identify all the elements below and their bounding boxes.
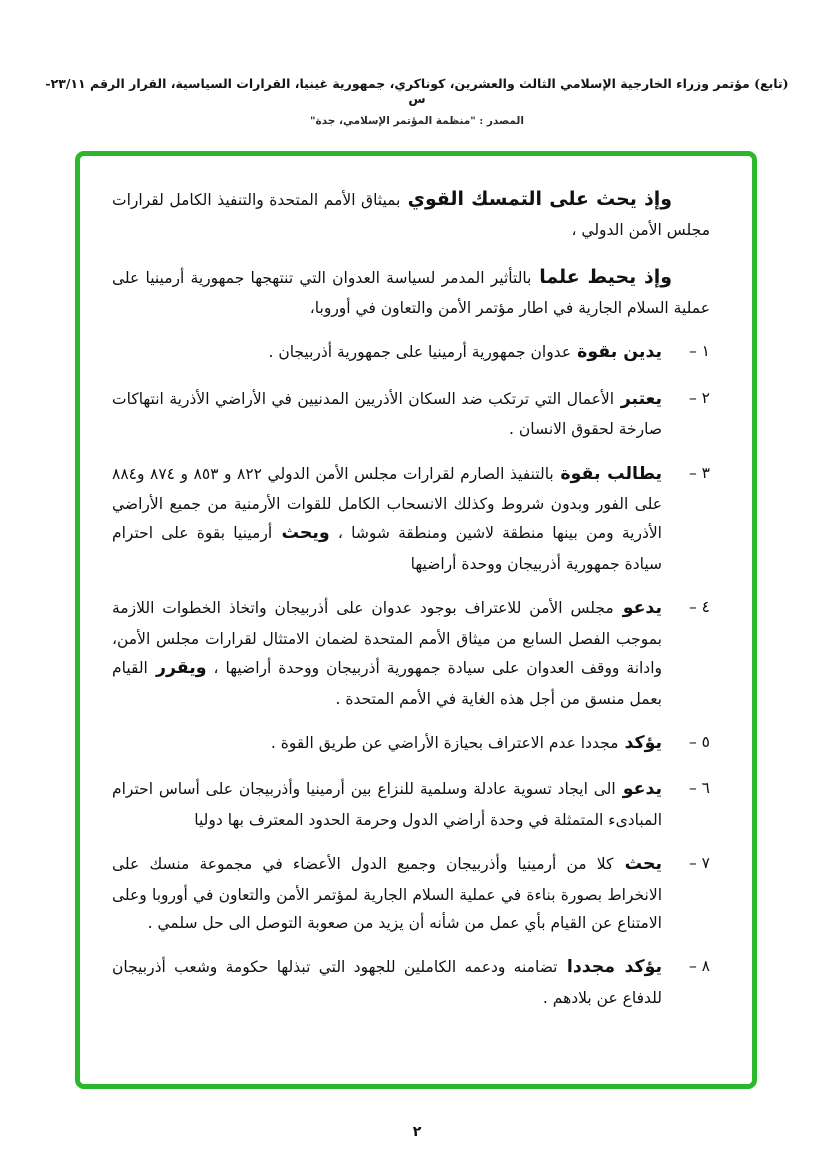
bold-lead: وإذ يحث على التمسك القوي bbox=[400, 188, 673, 210]
bold-lead: يدعو bbox=[613, 598, 662, 619]
bold-lead: يؤكد bbox=[618, 732, 662, 753]
text-segment: الأعمال التي ترتكب ضد السكان الأذريين المدنيين في الأراضي الأذرية انتهاكات صارخة لحقوق الانسان . bbox=[112, 389, 662, 439]
text-segment: أرمينيا بقوة على احترام سيادة جمهورية أذربيجان ووحدة أراضيها bbox=[112, 524, 662, 573]
item-number: ٨ – bbox=[688, 957, 710, 976]
block-text bbox=[112, 952, 662, 1012]
bold-lead: ويحث bbox=[272, 523, 330, 544]
text-segment: تضامنه ودعمه الكاملين للجهود التي تبذلها حكومة وشعب أذربيجان للدفاع عن بلادهم . bbox=[112, 958, 662, 1007]
resolution-item bbox=[112, 952, 710, 1012]
text-segment: القيام بعمل منسق من أجل هذه الغاية في الأمم المتحدة . bbox=[112, 659, 662, 708]
text-segment: بميثاق الأمم المتحدة والتنفيذ الكامل لقرارات مجلس الأمن الدولي ، bbox=[112, 191, 710, 240]
page-header bbox=[40, 76, 794, 127]
item-number: ٤ – bbox=[688, 598, 710, 617]
text-segment: عدوان جمهورية أرمينيا على جمهورية أذربيجان . bbox=[268, 343, 572, 362]
resolution-item bbox=[112, 593, 710, 713]
bold-lead: يدعو bbox=[615, 779, 662, 800]
block-text bbox=[112, 384, 662, 444]
item-number: ٢ – bbox=[688, 388, 710, 407]
document-content bbox=[112, 182, 710, 1076]
bold-lead: يدين بقوة bbox=[571, 342, 662, 363]
resolution-item bbox=[112, 384, 710, 444]
text-segment: كلا من أرمينيا وأذربيجان وجميع الدول الأعضاء في مجموعة منسك على الانخراط بصورة بناءة في عملية السلام الجارية لمؤتمر الأمن والتعاون في أوروبا وعلى الامتناع عن القيام بأي عمل من شأنه أن يزيد من صعوبة التوصل الى حل سلمي . bbox=[112, 855, 662, 932]
bold-lead: يعتبر bbox=[614, 388, 662, 409]
block-text bbox=[112, 182, 710, 245]
text-segment: بالتأثير المدمر لسياسة العدوان التي تنتهجها جمهورية أرمينيا على عملية السلام الجارية في اطار مؤتمر الأمن والتعاون في أوروبا، bbox=[112, 268, 710, 318]
text-segment: الى ايجاد تسوية عادلة وسلمية للنزاع بين أرمينيا وأذربيجان على أساس احترام المبادىء المتمثلة في وحدة أراضي الدول وحرمة الحدود المعترف بها دوليا bbox=[112, 780, 662, 829]
preamble-paragraph bbox=[112, 182, 710, 245]
item-number: ٥ – bbox=[688, 732, 710, 751]
item-number: ٦ – bbox=[688, 779, 710, 798]
page-number: ٢ bbox=[412, 1124, 422, 1140]
text-segment: مجددا عدم الاعتراف بحيازة الأراضي عن طريق القوة . bbox=[270, 733, 619, 752]
block-text bbox=[112, 337, 662, 369]
resolution-item bbox=[112, 337, 710, 369]
block-text bbox=[112, 728, 662, 760]
resolution-item bbox=[112, 774, 710, 834]
resolution-item bbox=[112, 728, 710, 760]
preamble-paragraph bbox=[112, 260, 710, 323]
item-number: ٧ – bbox=[688, 854, 710, 873]
text-segment: بالتنفيذ الصارم لقرارات مجلس الأمن الدولي ٨٢٢ و ٨٥٣ و ٨٧٤ و٨٨٤ على الفور وبدون شروط وكذلك الانسحاب الكامل للقوات الأرمنية من جميع الأراضي الأذرية ومن بينها منطقة لاشين ومنطقة شوشا ، bbox=[112, 464, 662, 543]
block-text bbox=[112, 593, 662, 713]
resolution-item bbox=[112, 849, 710, 937]
block-text bbox=[112, 849, 662, 937]
item-number: ١ – bbox=[688, 342, 710, 361]
bold-lead: يؤكد مجددا bbox=[557, 957, 662, 978]
bold-lead: وإذ يحيط علما bbox=[531, 265, 672, 288]
text-segment: مجلس الأمن للاعتراف بوجود عدوان على أذربيجان واتخاذ الخطوات اللازمة بموجب الفصل السابع من ميثاق الأمم المتحدة لضمان الامتثال لقرارات مجلس الأمن، وادانة ووقف العدوان على سيادة جمهورية أذربيجان ووحدة أراضيها ، bbox=[112, 599, 663, 677]
block-text bbox=[112, 260, 710, 323]
document-source: المصدر : "منظمة المؤتمر الإسلامي، جدة" bbox=[310, 115, 524, 127]
document-reference: (تابع) مؤتمر وزراء الخارجية الإسلامي الثالث والعشرين، كوناكري، جمهورية غينيا، القرارات السياسية، القرار الرقم ٢٣/١١-س bbox=[45, 76, 789, 106]
block-text bbox=[112, 774, 662, 834]
item-number: ٣ – bbox=[688, 463, 710, 482]
bold-lead: يطالب بقوة bbox=[553, 463, 662, 484]
block-text bbox=[112, 459, 662, 579]
bold-lead: ويقرر bbox=[147, 658, 207, 678]
document-border-box bbox=[75, 151, 757, 1089]
resolution-item bbox=[112, 459, 710, 579]
bold-lead: يحث bbox=[613, 854, 662, 875]
